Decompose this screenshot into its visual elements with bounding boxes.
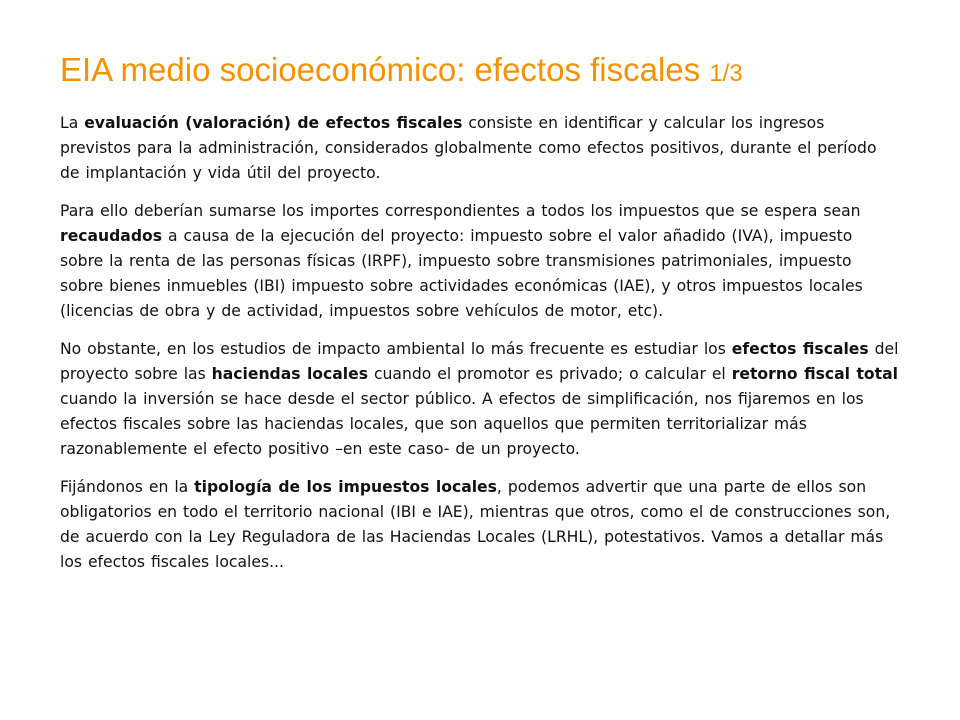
emphasized-term: retorno fiscal total (731, 365, 898, 383)
paragraph-fiscal-effects-definition (60, 111, 900, 186)
slide-title (60, 46, 920, 98)
paragraph-taxes-collected (60, 199, 900, 324)
text-run: cuando el promotor es privado; o calcular el (368, 365, 732, 383)
text-run: No obstante, en los estudios de impacto ambiental lo más frecuente es estudiar los (60, 340, 732, 358)
text-run: a causa de la ejecución del proyecto: impuesto sobre el valor añadido (IVA), impuesto sobre la renta de las personas físicas (IRPF), impuesto sobre transmisiones patrimoniales, impuesto sobre bienes inmuebles (IBI) impuesto sobre actividades económicas (IAE), y otros impuestos locales (licencias de obra y de actividad, impuestos sobre vehículos de motor, etc). (60, 227, 863, 320)
text-run: Para ello deberían sumarse los importes correspondientes a todos los impuestos que se espera sean (60, 202, 861, 220)
paragraph-local-haciendas (60, 337, 900, 462)
text-run: La (60, 114, 85, 132)
emphasized-term: evaluación (valoración) de efectos fiscales (84, 114, 463, 132)
page-indicator: 1/3 (709, 60, 743, 87)
paragraph-local-tax-typology (60, 475, 900, 575)
emphasized-term: recaudados (60, 227, 162, 245)
slide-title-text: EIA medio socioeconómico: efectos fiscales (60, 51, 701, 88)
text-run: del proyecto sobre las (60, 340, 899, 383)
emphasized-term: haciendas locales (211, 365, 368, 383)
emphasized-term: tipología de los impuestos locales (194, 478, 497, 496)
text-run: consiste en identificar y calcular los ingresos previstos para la administración, considerados globalmente como efectos positivos, durante el período de implantación y vida útil del proyecto. (60, 114, 877, 182)
text-run: cuando la inversión se hace desde el sector público. A efectos de simplificación, nos fijaremos en los efectos fiscales sobre las haciendas locales, que son aquellos que permiten territorializar más razonablemente el efecto positivo –en este caso- de un proyecto. (60, 390, 864, 458)
slide-body (60, 111, 900, 588)
emphasized-term: efectos fiscales (731, 340, 869, 358)
text-run: , podemos advertir que una parte de ellos son obligatorios en todo el territorio nacional (IBI e IAE), mientras que otros, como el de construcciones son, de acuerdo con la Ley Reguladora de las Haciendas Locales (LRHL), potestativos. Vamos a detallar más los efectos fiscales locales... (60, 478, 891, 571)
text-run: Fijándonos en la (60, 478, 195, 496)
